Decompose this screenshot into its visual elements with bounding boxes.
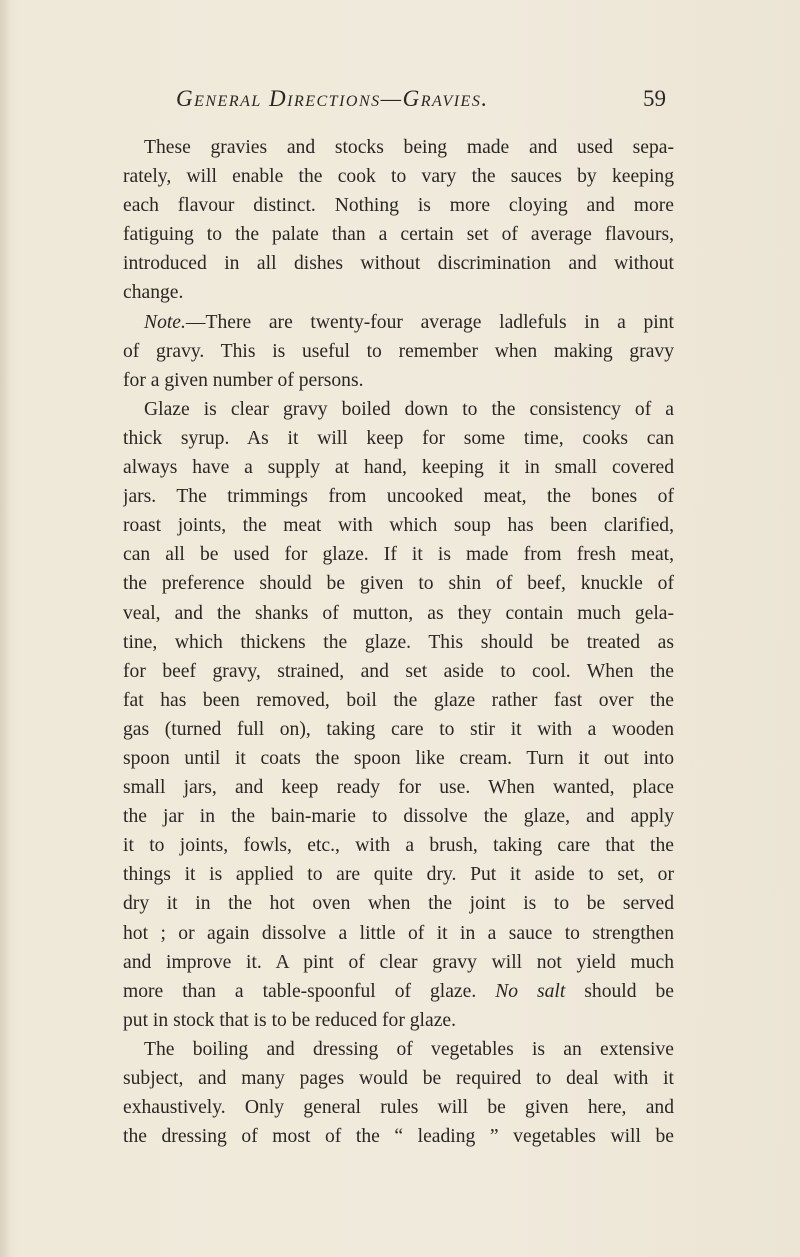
text-line: for beef gravy, strained, and set aside to cool. When the xyxy=(123,660,674,682)
text-line: exhaustively. Only general rules will be given here, and xyxy=(123,1097,674,1119)
text-line: fat has been removed, boil the glaze rather fast over the xyxy=(123,689,674,711)
text-line: veal, and the shanks of mutton, as they contain much gela- xyxy=(123,602,674,624)
text-line: fatiguing to the palate than a certain set of average flavours, xyxy=(123,224,674,246)
running-title: General Directions—Gravies. xyxy=(176,86,489,111)
text-line: thick syrup. As it will keep for some time, cooks can xyxy=(123,427,674,449)
text-line: small jars, and keep ready for use. When wanted, place xyxy=(123,777,674,799)
text-line: can all be used for glaze. If it is made from fresh meat, xyxy=(123,544,674,566)
text-line: change. xyxy=(123,282,184,304)
text-line: Glaze is clear gravy boiled down to the consistency of a xyxy=(144,398,674,420)
text-line: The boiling and dressing of vegetables is an extensive xyxy=(144,1038,674,1060)
text-line: tine, which thickens the glaze. This should be treated as xyxy=(123,631,674,653)
text-line: spoon until it coats the spoon like cream. Turn it out into xyxy=(123,747,674,769)
running-head xyxy=(176,86,666,116)
text-line: gas (turned full on), taking care to stir it with a wooden xyxy=(123,718,674,740)
text-line: roast joints, the meat with which soup has been clarified, xyxy=(123,515,674,537)
text-segment: should be xyxy=(565,980,674,1002)
note-text: —There are twenty-four average ladlefuls in a pint xyxy=(185,311,674,333)
spine-shadow xyxy=(0,0,10,1257)
text-line: These gravies and stocks being made and used sepa- xyxy=(144,137,674,158)
note-label: Note. xyxy=(144,311,186,333)
text-segment: more than a table-spoonful of glaze. xyxy=(123,980,496,1002)
text-line: it to joints, fowls, etc., with a brush, taking care that the xyxy=(123,835,674,857)
text-line: for a given number of persons. xyxy=(123,369,364,391)
text-line: subject, and many pages would be required to deal with it xyxy=(123,1068,674,1089)
text-line: introduced in all dishes without discrimination and without xyxy=(123,253,674,275)
text-line: things it is applied to are quite dry. Put it aside to set, or xyxy=(123,864,674,886)
emphasis-no-salt: No salt xyxy=(495,980,566,1002)
text-line: the preference should be given to shin of beef, knuckle of xyxy=(123,573,674,595)
page-number: 59 xyxy=(643,86,666,111)
text-line: the jar in the bain-marie to dissolve the glaze, and apply xyxy=(123,806,674,828)
text-line: dry it in the hot oven when the joint is to be served xyxy=(123,893,674,915)
text-line: rately, will enable the cook to vary the sauces by keeping xyxy=(123,166,674,188)
text-line: each flavour distinct. Nothing is more cloying and more xyxy=(123,195,674,217)
text-line: hot ; or again dissolve a little of it in a sauce to strengthen xyxy=(123,922,674,944)
text-line xyxy=(123,977,674,1006)
text-line: the dressing of most of the “ leading ” vegetables will be xyxy=(123,1126,674,1148)
text-line: jars. The trimmings from uncooked meat, the bones of xyxy=(123,486,674,508)
body-text xyxy=(123,133,674,1151)
text-line: of gravy. This is useful to remember when making gravy xyxy=(123,340,674,362)
text-line: always have a supply at hand, keeping it in small covered xyxy=(123,457,674,479)
text-line: and improve it. A pint of clear gravy will not yield much xyxy=(123,951,674,973)
text-line: put in stock that is to be reduced for glaze. xyxy=(123,1009,456,1031)
text-line xyxy=(123,308,674,337)
